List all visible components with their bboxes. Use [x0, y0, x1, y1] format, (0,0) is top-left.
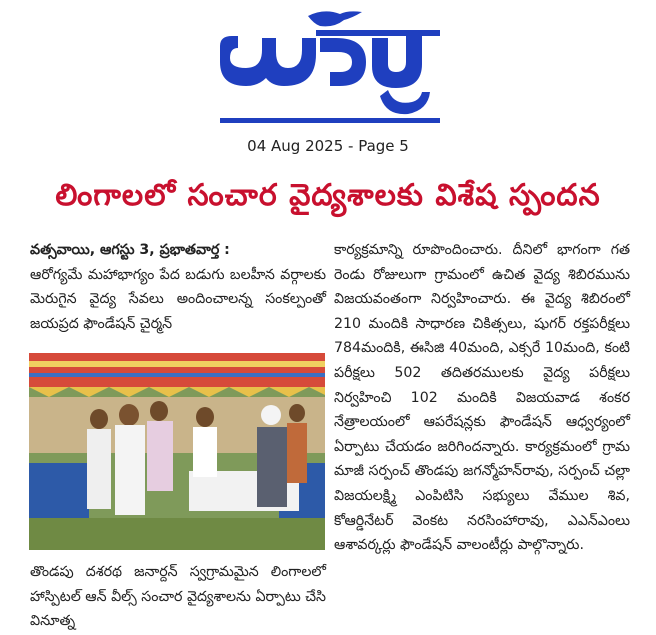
article-paragraph-right: కార్యక్రమాన్ని రూపొందించారు. దీనిలో భాగంగా గత రెండు రోజులుగా గ్రామంలో ఉచిత వైద్య శిబిరమును విజయవంతంగా నిర్వహించారు. ఈ వైద్య శిబిరంలో 210 మందికి సాధారణ చికిత్సలు, షుగర్ రక్తపరీక్షలు 784మందికి, ఈసిజి 40మంది, ఎక్సరే 10మంది, కంటి పరీక్షలు 502 తదితరములకు వైద్య పరీక్షలు నిర్వహించి 102 మందికి విజయవాడ శంకర నేత్రాలయంలో ఆపరేషన్లకు ఫౌండేషన్ ఆధ్వర్యంలో ఏర్పాటు చేయడం జరిగిందన్నారు. కార్యక్రమంలో గ్రామ మాజీ సర్పంచ్ తొండపు జగన్మోహన్‌రావు, సర్పంచ్ చల్లా విజయలక్ష్మి ఎంపిటిసి సభ్యులు వేముల శివ, కోఆర్డినేటర్ వెంకట నరసింహారావు, ఎఎన్ఎంలు ఆశావర్కర్లు ఫౌండేషన్ వాలంటీర్లు పాల్గొన్నారు. [334, 242, 630, 554]
article-paragraph-left-top: ఆరోగ్యమే మహాభాగ్యం పేద బడుగు బలహీన వర్గాలకు మెరుగైన వైద్య సేవలు అందించాలన్న సంకల్పంతో జయప్రద ఫౌండేషన్ చైర్మన్ [30, 266, 326, 332]
dove-icon [308, 11, 362, 26]
article-column-left-bottom [30, 560, 326, 634]
article-paragraph-left-bottom: తొండపు దశరథ జనార్దన్ స్వగ్రామమైన లింగాలలో హాస్పిటల్ ఆన్ వీల్స్ సంచార వైద్యశాలను ఏర్పాటు చేసి వినూత్న [30, 564, 326, 630]
article-column-right [334, 238, 630, 558]
article-headline: లింగాలలో సంచార వైద్యశాలకు విశేష స్పందన [55, 178, 601, 213]
article-photo [29, 353, 325, 550]
event-photo-image [29, 353, 325, 550]
masthead [0, 0, 656, 132]
article-lead: వత్సవాయి, ఆగస్టు 3, ప్రభాతవార్త : [30, 242, 230, 258]
article-column-left [30, 238, 326, 336]
newspaper-logo [216, 6, 442, 124]
issue-dateline: 04 Aug 2025 - Page 5 [247, 137, 409, 155]
